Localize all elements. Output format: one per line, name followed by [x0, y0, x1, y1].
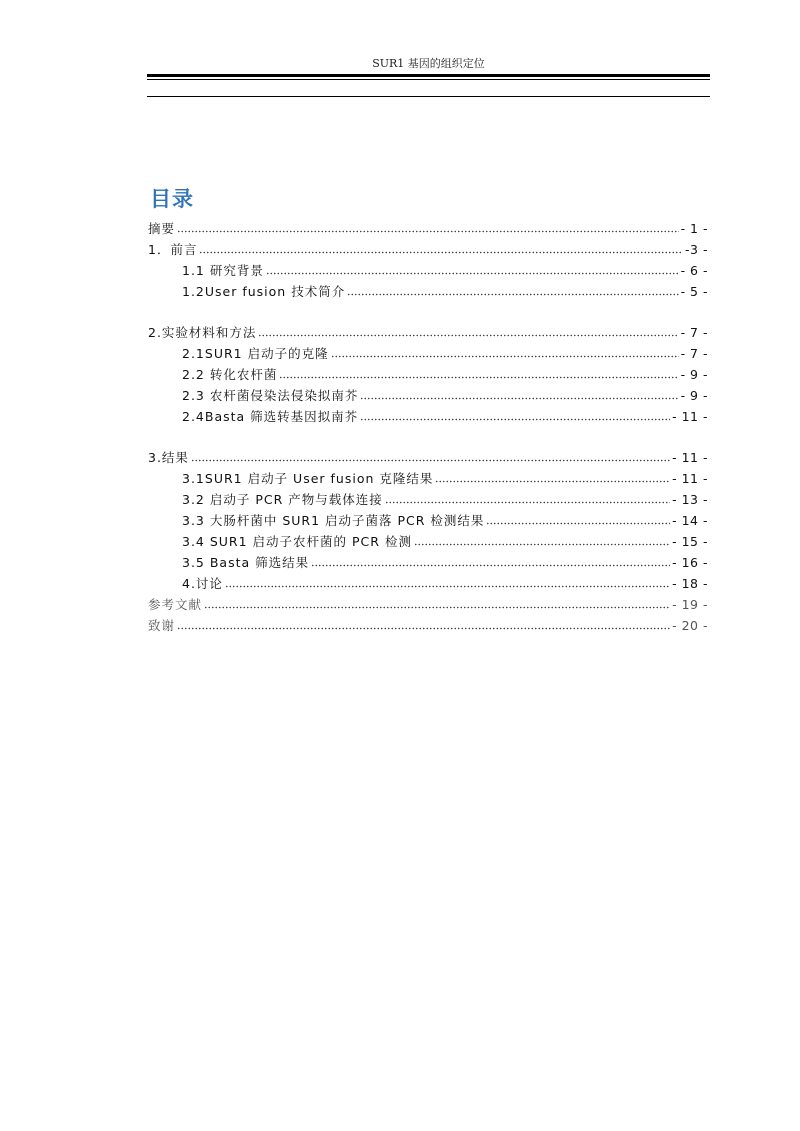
toc-entry-page: - 7 -: [680, 325, 708, 340]
toc-entry[interactable]: [148, 365, 708, 386]
toc-entry-label: 3.3 大肠杆菌中 SUR1 启动子菌落 PCR 检测结果: [182, 513, 485, 528]
dot-leader: [486, 514, 670, 527]
toc-entry-label: 2.2 转化农杆菌: [182, 367, 278, 382]
toc-entry[interactable]: [148, 595, 708, 616]
toc-entry-page: - 1 -: [680, 221, 708, 236]
toc-entry-page: - 18 -: [672, 576, 708, 591]
header-rule-lower: [147, 96, 710, 97]
toc-entry[interactable]: [148, 448, 708, 469]
toc-title: 目录: [150, 187, 194, 211]
toc-entry-page: - 11 -: [672, 450, 708, 465]
dot-leader: [435, 472, 670, 485]
toc-entry-page: -3 -: [685, 242, 708, 257]
dot-leader: [266, 264, 679, 277]
table-of-contents: [148, 219, 708, 637]
header-rule-thin: [147, 79, 710, 80]
toc-entry[interactable]: [148, 469, 708, 490]
toc-entry-page: - 20 -: [672, 618, 708, 633]
toc-entry[interactable]: [148, 261, 708, 282]
dot-leader: [360, 389, 678, 402]
toc-entry-label: 致谢: [148, 618, 176, 633]
dot-leader: [199, 243, 683, 256]
toc-entry-label: 2.实验材料和方法: [148, 325, 257, 340]
toc-entry[interactable]: [148, 240, 708, 261]
toc-entry[interactable]: [148, 616, 708, 637]
toc-entry[interactable]: [148, 532, 708, 553]
toc-entry[interactable]: [148, 386, 708, 407]
toc-entry-page: - 6 -: [680, 263, 708, 278]
toc-entry[interactable]: [148, 323, 708, 344]
toc-entry-page: - 9 -: [680, 388, 708, 403]
toc-entry-label: 3.2 启动子 PCR 产物与载体连接: [182, 492, 383, 507]
dot-leader: [191, 451, 670, 464]
toc-entry-label: 4.讨论: [182, 576, 223, 591]
toc-entry-page: - 9 -: [680, 367, 708, 382]
toc-entry-label: 3.4 SUR1 启动子农杆菌的 PCR 检测: [182, 534, 412, 549]
toc-entry-label: 参考文献: [148, 597, 203, 612]
toc-entry[interactable]: [148, 344, 708, 365]
toc-entry[interactable]: [148, 553, 708, 574]
toc-entry-page: - 13 -: [672, 492, 708, 507]
running-header: SUR1 基因的组织定位: [372, 57, 485, 70]
toc-entry[interactable]: [148, 219, 708, 240]
dot-leader: [311, 556, 670, 569]
toc-entry-label: 摘要: [148, 221, 176, 236]
toc-entry[interactable]: [148, 282, 708, 303]
dot-leader: [225, 577, 670, 590]
dot-leader: [414, 535, 670, 548]
toc-entry-page: - 11 -: [672, 409, 708, 424]
toc-entry-label: 2.3 农杆菌侵染法侵染拟南芥: [182, 388, 359, 403]
toc-entry-label: 1．前言: [148, 242, 198, 257]
toc-entry[interactable]: [148, 511, 708, 532]
dot-leader: [347, 285, 678, 298]
toc-entry-page: - 19 -: [672, 597, 708, 612]
toc-entry-label: 3.1SUR1 启动子 User fusion 克隆结果: [182, 471, 434, 486]
toc-entry-label: 1.2User fusion 技术简介: [182, 284, 346, 299]
dot-leader: [177, 222, 679, 235]
toc-entry-label: 3.结果: [148, 450, 189, 465]
toc-entry-page: - 14 -: [672, 513, 708, 528]
toc-entry-label: 2.1SUR1 启动子的克隆: [182, 346, 329, 361]
dot-leader: [279, 368, 678, 381]
dot-leader: [331, 347, 679, 360]
toc-entry[interactable]: [148, 490, 708, 511]
toc-entry-page: - 16 -: [672, 555, 708, 570]
toc-entry-page: - 5 -: [680, 284, 708, 299]
toc-entry-page: - 15 -: [672, 534, 708, 549]
dot-leader: [258, 326, 678, 339]
toc-entry-page: - 11 -: [672, 471, 708, 486]
toc-entry-label: 1.1 研究背景: [182, 263, 264, 278]
toc-entry-page: - 7 -: [680, 346, 708, 361]
toc-entry-label: 2.4Basta 筛选转基因拟南芥: [182, 409, 359, 424]
dot-leader: [204, 598, 670, 611]
header-rule-thick: [147, 74, 710, 77]
toc-entry[interactable]: [148, 407, 708, 428]
toc-entry-label: 3.5 Basta 筛选结果: [182, 555, 310, 570]
dot-leader: [385, 493, 670, 506]
dot-leader: [177, 619, 670, 632]
dot-leader: [360, 410, 670, 423]
toc-entry[interactable]: [148, 574, 708, 595]
